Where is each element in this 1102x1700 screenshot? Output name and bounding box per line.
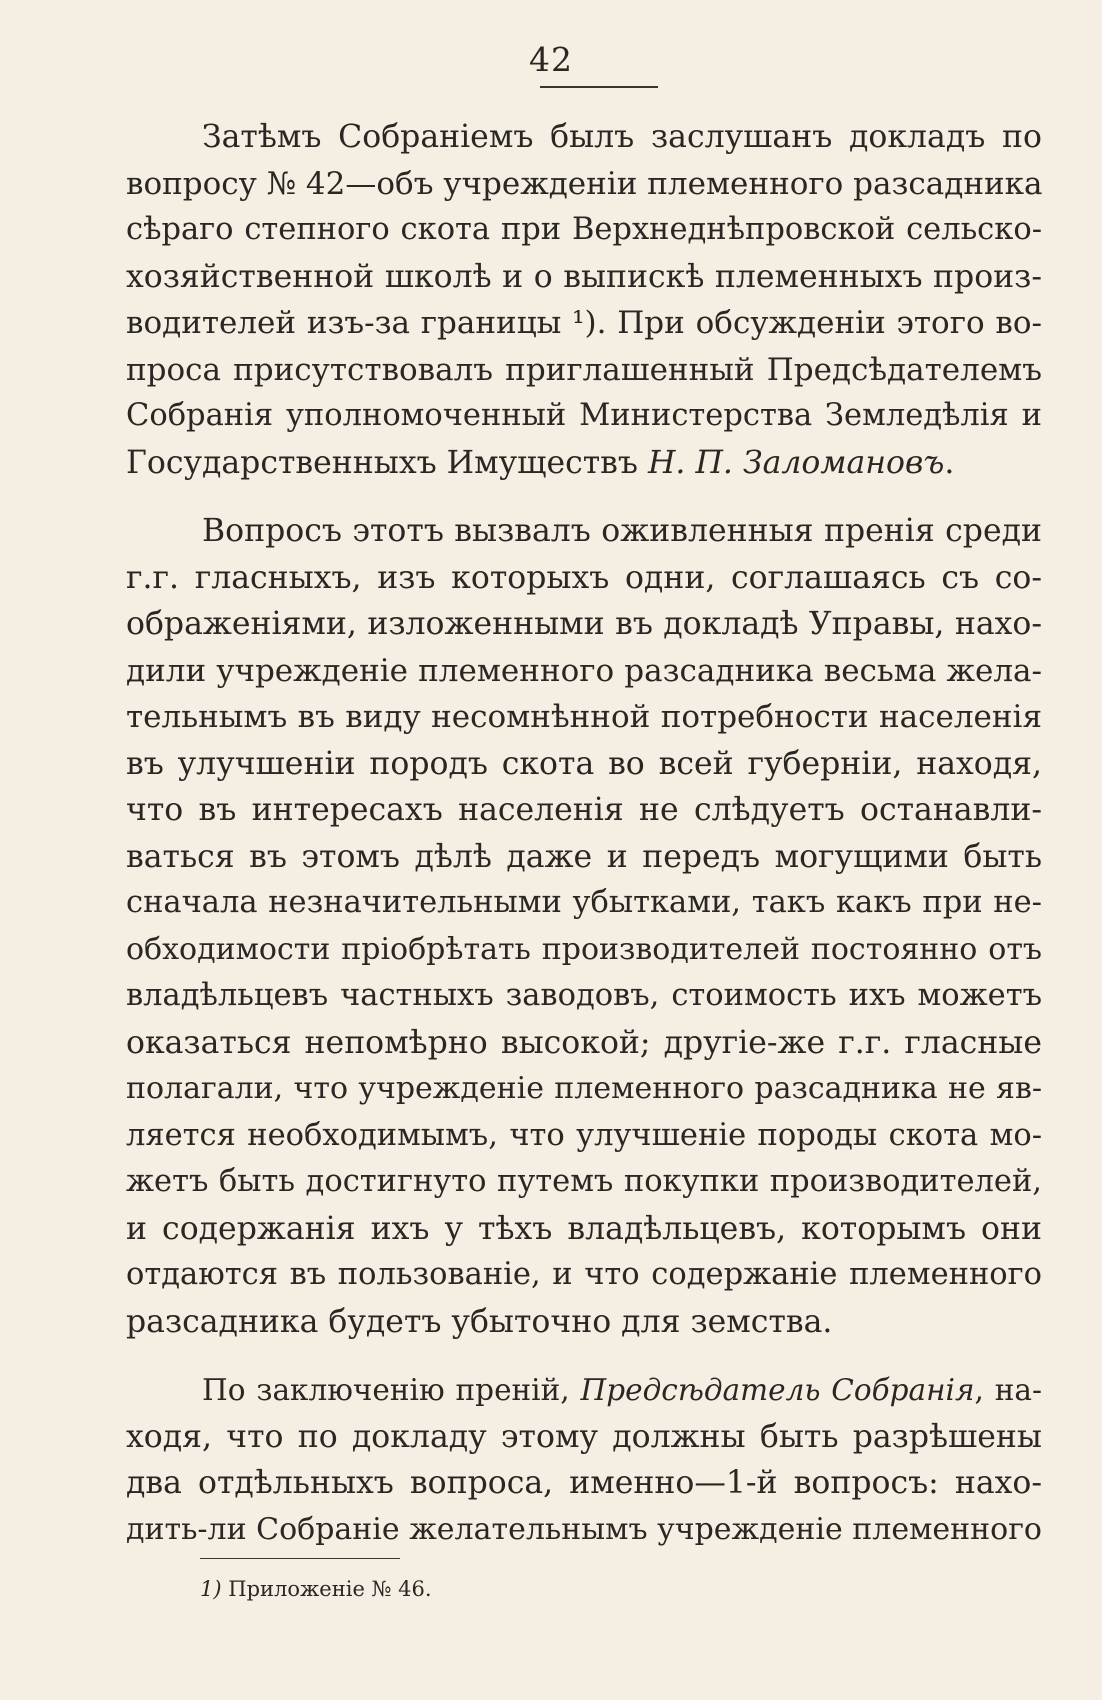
- text-line: [126, 1367, 1042, 1414]
- paragraph-2: [126, 508, 1042, 1345]
- paragraph-1: [126, 114, 1042, 486]
- person-name: Н. П. Заломановъ: [647, 444, 945, 481]
- text-line: отдаются въ пользованіе, и что содержаніе племенного: [126, 1257, 1042, 1292]
- text-line: дить-ли Собраніе желательнымъ учрежденіе племенного: [126, 1511, 1042, 1547]
- footnote-rule: [200, 1558, 400, 1559]
- text-segment: Государственныхъ Имуществъ: [126, 444, 648, 481]
- text-line: ваться въ этомъ дѣлѣ даже и передъ могущими быть: [126, 838, 1042, 875]
- text-line: Собранія уполномоченный Министерства Земледѣлія и: [126, 398, 1042, 433]
- text-segment: , на-: [974, 1373, 1042, 1407]
- text-line: полагали, что учрежденіе племенного разсадника не яв-: [126, 1071, 1042, 1106]
- text-line: въ улучшеніи породъ скота во всей губерніи, находя,: [126, 745, 1042, 782]
- text-line: ляется необходимымъ, что улучшеніе породы скота мо-: [126, 1117, 1042, 1153]
- text-line: два отдѣльныхъ вопроса, именно—1-й вопросъ: нахо-: [126, 1465, 1042, 1501]
- text-line: хозяйственной школѣ и о выпискѣ племенныхъ произ-: [126, 258, 1042, 295]
- body-text: [126, 114, 1042, 1575]
- text-line: жетъ быть достигнуто путемъ покупки производителей,: [126, 1164, 1042, 1199]
- text-line: вопросу № 42—объ учрежденіи племенного разсадника: [126, 165, 1042, 202]
- text-line: сначала незначительными убытками, такъ какъ при не-: [126, 885, 1042, 920]
- footnote: [200, 1574, 432, 1604]
- text-line: сѣраго степного скота при Верхнеднѣпровской сельско-: [126, 212, 1042, 247]
- footnote-mark: 1): [200, 1577, 222, 1601]
- text-line: г.г. гласныхъ, изъ которыхъ одни, соглашаясь съ со-: [126, 559, 1042, 596]
- text-line: обходимости пріобрѣтать производителей постоянно отъ: [126, 931, 1042, 967]
- text-line: оказаться непомѣрно высокой; другіе-же г.г. гласные: [126, 1024, 1042, 1061]
- footnote-text: Приложеніе № 46.: [228, 1577, 432, 1601]
- text-line: Вопросъ этотъ вызвалъ оживленныя пренія среди: [202, 513, 1042, 549]
- text-line: [126, 440, 1042, 487]
- text-line: дили учрежденіе племенного разсадника весьма жела-: [126, 652, 1042, 689]
- title-phrase: Предсѣдатель Собранія: [580, 1373, 975, 1407]
- text-line: проса присутствовалъ приглашенный Предсѣдателемъ: [126, 351, 1042, 388]
- text-line: что въ интересахъ населенія не слѣдуетъ останавли-: [126, 792, 1042, 828]
- text-line: разсадника будетъ убыточно для земства.: [126, 1303, 833, 1340]
- page-number: 42: [529, 40, 573, 79]
- text-line: тельнымъ въ виду несомнѣнной потребности населенія: [126, 699, 1042, 735]
- text-line: водителей изъ-за границы ¹). При обсужденіи этого во-: [126, 305, 1042, 341]
- text-line: и содержанія ихъ у тѣхъ владѣльцевъ, которымъ они: [126, 1210, 1042, 1247]
- text-line: владѣльцевъ частныхъ заводовъ, стоимость ихъ можетъ: [126, 978, 1042, 1013]
- text-segment: .: [944, 444, 955, 481]
- text-line: ображеніями, изложенными въ докладѣ Управы, нахо-: [126, 606, 1042, 642]
- page-number-rule: [540, 86, 658, 88]
- text-line: Затѣмъ Собраніемъ былъ заслушанъ докладъ по: [202, 119, 1042, 155]
- paragraph-3: [126, 1367, 1042, 1553]
- text-segment: По заключенію преній,: [202, 1373, 581, 1407]
- text-line: ходя, что по докладу этому должны быть разрѣшены: [126, 1418, 1042, 1455]
